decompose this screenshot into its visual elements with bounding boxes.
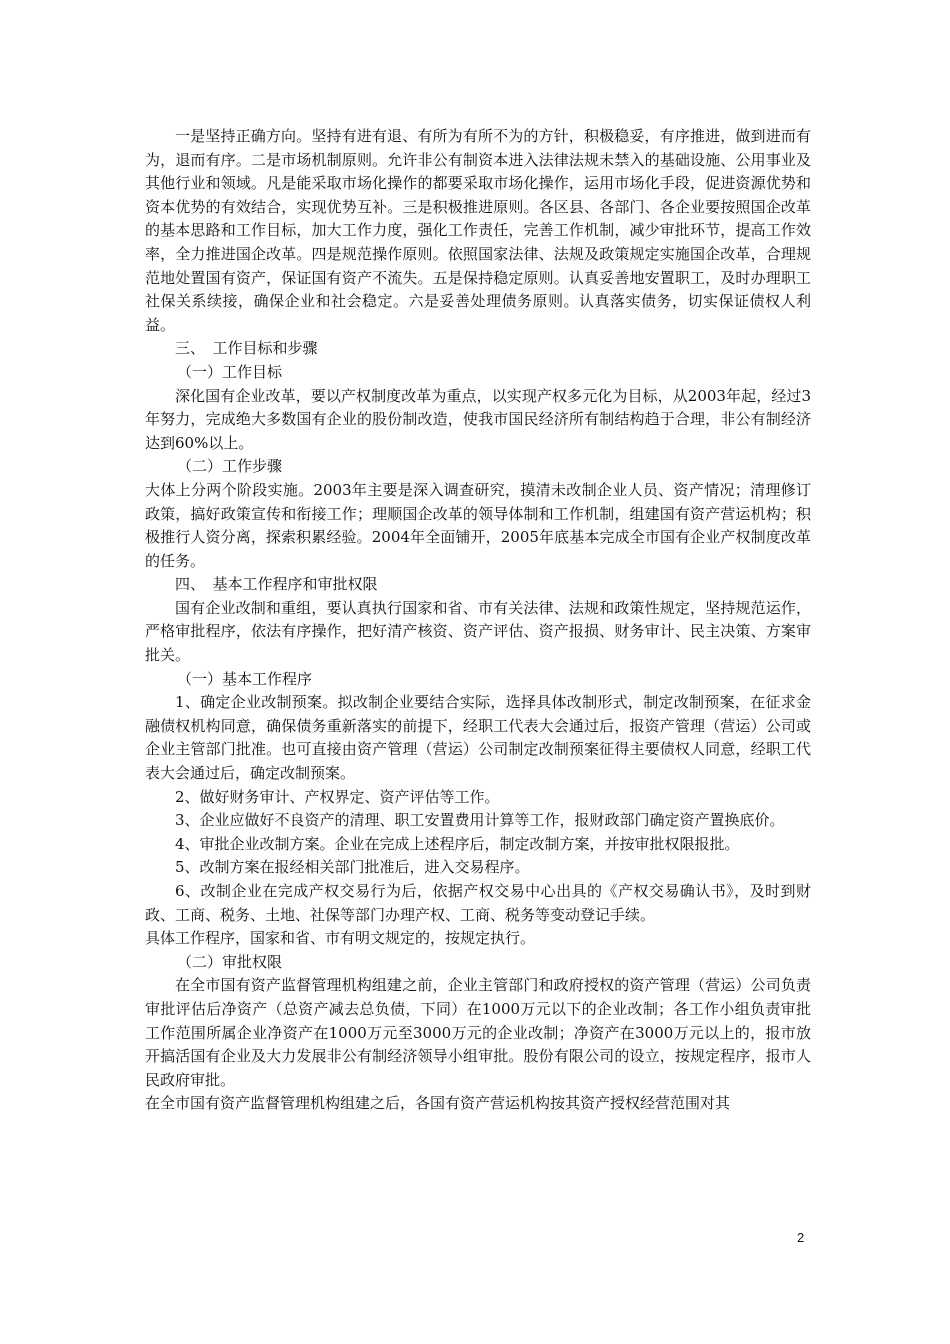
subsection-heading-steps: （二）工作步骤 [177, 457, 283, 476]
document-body [145, 125, 811, 1116]
list-item-procedure-4: 4、审批企业改制方案。企业在完成上述程序后，制定改制方案，并按审批权限报批。 [175, 834, 740, 853]
paragraph-procedure-note: 具体工作程序，国家和省、市有明文规定的，按规定执行。 [145, 929, 536, 948]
list-item-procedure-5: 5、改制方案在报经相关部门批准后，进入交易程序。 [175, 858, 530, 877]
paragraph-steps: 大体上分两个阶段实施。2003年主要是深入调查研究，摸清未改制企业人员、资产情况；清理修订政策，搞好政策宣传和衔接工作；理顺国企改革的领导体制和工作机制，组建国有资产营运机构；积极推行人资分离，探索积累经验。2004年全面铺开，2005年底基本完成全市国有企业产权制度改革的任务。 [145, 480, 811, 570]
list-item-procedure-3: 3、企业应做好不良资产的清理、职工安置费用计算等工作，报财政部门确定资产置换底价。 [175, 811, 785, 830]
list-item-procedure-6: 6、改制企业在完成产权交易行为后，依据产权交易中心出具的《产权交易确认书》，及时到财政、工商、税务、土地、社保等部门办理产权、工商、税务等变动登记手续。 [145, 882, 811, 924]
paragraph-principles: 一是坚持正确方向。坚持有进有退、有所为有所不为的方针，积极稳妥，有序推进，做到进而有为，退而有序。二是市场机制原则。允许非公有制资本进入法律法规未禁入的基础设施、公用事业及其他行业和领域。凡是能采取市场化操作的都要采取市场化操作，运用市场化手段，促进资源优势和资本优势的有效结合，实现优势互补。三是积极推进原则。各区县、各部门、各企业要按照国企改革的基本思路和工作目标，加大工作力度，强化工作责任，完善工作机制，减少审批环节，提高工作效率，全力推进国企改革。四是规范操作原则。依照国家法律、法规及政策规定实施国企改革，合理规范地处置国有资产，保证国有资产不流失。五是保持稳定原则。认真妥善地安置职工，及时办理职工社保关系续接，确保企业和社会稳定。六是妥善处理债务原则。认真落实债务，切实保证债权人利益。 [145, 127, 811, 334]
paragraph-goals: 深化国有企业改革，要以产权制度改革为重点，以实现产权多元化为目标，从2003年起，经过3年努力，完成绝大多数国有企业的股份制改造，使我市国民经济所有制结构趋于合理，非公有制经济达到60%以上。 [145, 386, 811, 452]
subsection-heading-basic-procedures: （一）基本工作程序 [177, 669, 313, 688]
page-number: 2 [797, 1230, 805, 1245]
paragraph-approval-after: 在全市国有资产监督管理机构组建之后，各国有资产营运机构按其资产授权经营范围对其 [145, 1094, 731, 1113]
paragraph-approval-before: 在全市国有资产监督管理机构组建之前，企业主管部门和政府授权的资产管理（营运）公司负责审批评估后净资产（总资产减去总负债，下同）在1000万元以下的企业改制；各工作小组负责审批工作范围所属企业净资产在1000万元至3000万元的企业改制；净资产在3000万元以上的，报市放开搞活国有企业及大力发展非公有制经济领导小组审批。股份有限公司的设立，按规定程序，报市人民政府审批。 [145, 976, 811, 1089]
section-heading-goals-steps: 三、 工作目标和步骤 [175, 339, 318, 358]
list-item-procedure-1: 1、确定企业改制预案。拟改制企业要结合实际，选择具体改制形式，制定改制预案，在征求金融债权机构同意，确保债务重新落实的前提下，经职工代表大会通过后，报资产管理（营运）公司或企业主管部门批准。也可直接由资产管理（营运）公司制定改制预案征得主要债权人同意，经职工代表大会通过后，确定改制预案。 [145, 693, 811, 783]
section-heading-procedures: 四、 基本工作程序和审批权限 [175, 575, 378, 594]
list-item-procedure-2: 2、做好财务审计、产权界定、资产评估等工作。 [175, 787, 500, 806]
subsection-heading-approval-authority: （二）审批权限 [177, 952, 283, 971]
subsection-heading-goals: （一）工作目标 [177, 362, 283, 381]
paragraph-procedures-intro: 国有企业改制和重组，要认真执行国家和省、市有关法律、法规和政策性规定，坚持规范运作，严格审批程序，依法有序操作，把好清产核资、资产评估、资产报损、财务审计、民主决策、方案审批关。 [145, 598, 811, 665]
